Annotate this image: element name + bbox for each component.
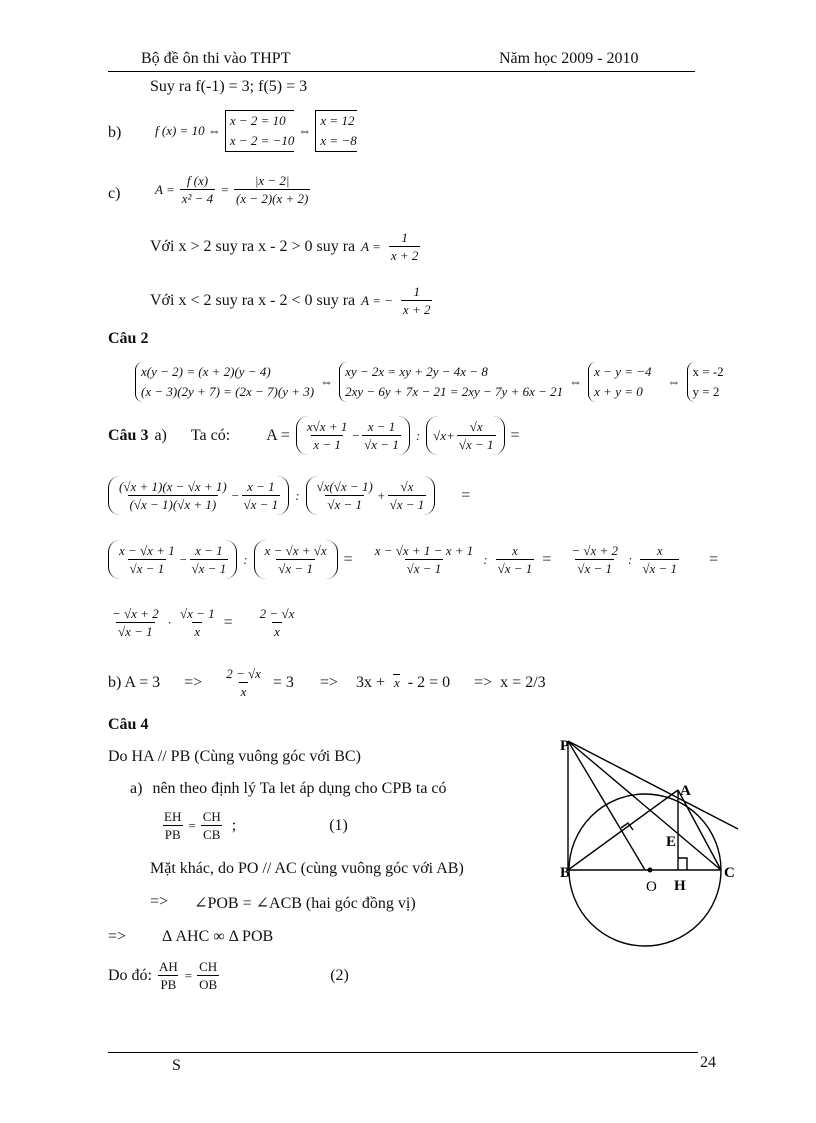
cau4-ratio2: Do đó: $\frac{AH}{PB}$ = $\frac{CH}{OB}$ (2) [108, 959, 349, 992]
cau1-case1: Với x > 2 suy ra x - 2 > 0 suy ra A = $\frac{1}{x + 2}$ [150, 230, 419, 263]
label-o: O [646, 879, 657, 895]
cau4-p1: Do HA // PB (Cùng vuông góc với BC) [108, 748, 361, 765]
label-p: P [560, 738, 570, 754]
cau2-title: Câu 2 [108, 330, 149, 347]
cau4-p3: => ∠POB = ∠ACB (hai góc đồng vị) [150, 893, 416, 912]
cau3-line1: Câu 3 a) Ta có: A = $\frac{x√x + 1}{x - 1}$ − $\frac{x - 1}{√x - 1}$ : √x + $\frac{√x}{√x - 1}$ = [108, 416, 520, 455]
b-bracket-1: x − 2 = 10 x − 2 = −10 [225, 110, 295, 152]
b-iff: ⇔ [298, 123, 312, 138]
cau4-title: Câu 4 [108, 716, 149, 733]
geometry-figure [550, 728, 750, 988]
system-4: x = -2 y = 2 [687, 362, 724, 402]
label-a: A [680, 783, 691, 799]
label-b: B [560, 865, 571, 881]
cau4-p4: => Δ AHC ∞ Δ POB [108, 928, 274, 945]
cau1-line1: Suy ra f(-1) = 3; f(5) = 3 [150, 78, 308, 95]
footer-left: S [172, 1057, 181, 1074]
system-3: x − y = −4 x + y = 0 [588, 362, 651, 402]
cau4-p2: Mặt khác, do PO // AC (cùng vuông góc với AB) [150, 860, 464, 877]
right-angle-h [678, 858, 687, 870]
segment-ba [568, 790, 678, 870]
footer-rule [108, 1052, 698, 1053]
label-e: E [666, 834, 677, 850]
b-lhs: f (x) = 10 ⇔ [155, 123, 221, 138]
cau1-b-equation [155, 110, 357, 152]
cau3-line4: $\frac{- √x + 2}{√x - 1}$ · $\frac{√x - 1}{x}$ = $\frac{2 - √x}{x}$ [112, 606, 295, 639]
label-c: C [724, 865, 735, 881]
cau1-b-label: b) [108, 124, 122, 141]
header-rule [108, 71, 695, 72]
cau3-part-b: b) A = 3 => $\frac{2 - √x}{x}$ = 3 => 3x + x - 2 = 0 => x = 2/3 [108, 666, 546, 699]
system-2: xy − 2x = xy + 2y − 4x − 8 2xy − 6y + 7x − 21 = 2xy − 7y + 6x − 21 [339, 362, 563, 402]
header-left: Bộ đề ôn thi vào THPT [141, 50, 291, 67]
cau1-c-label: c) [108, 185, 121, 202]
header-right: Năm học 2009 - 2010 [499, 50, 639, 67]
system-1: x(y − 2) = (x + 2)(y − 4) (x − 3)(2y + 7) = (2x − 7)(y + 3) [135, 362, 314, 402]
cau3-line2: $\frac{(√x + 1)(x - √x + 1)}{(√x - 1)(√x + 1)}$ − $\frac{x - 1}{√x - 1}$ : $\frac{√x(√x - 1)}{√x - 1}$ + $\frac{√x}{√x - 1}$ = [108, 476, 470, 515]
segment-pc [568, 741, 721, 870]
cau1-case2: Với x < 2 suy ra x - 2 < 0 suy ra A = − $\frac{1}{x + 2}$ [150, 284, 431, 317]
cau3-line3: $\frac{x - √x + 1}{√x - 1}$ − $\frac{x - 1}{√x - 1}$ : $\frac{x - √x + √x}{√x - 1}$ = $\frac{x - √x + 1 - x + 1}{√x - 1}$ : $\frac{x}{√x - 1}$ = $\frac{- √x + 2}{√x - 1}$ : $\frac{x}{√x - 1}$ = [108, 540, 718, 579]
point-o [648, 868, 653, 873]
cau4-ratio1: $\frac{EH}{PB}$ = $\frac{CH}{CB}$ ; (1) [164, 809, 348, 842]
page-number: 24 [700, 1054, 716, 1071]
cau4-a: a) nên theo định lý Ta let áp dụng cho CPB ta có [130, 780, 447, 797]
label-h: H [674, 878, 686, 894]
b-bracket-2: x = 12 x = −8 [315, 110, 356, 152]
cau2-system: x(y − 2) = (x + 2)(y − 4) (x − 3)(2y + 7) = (2x − 7)(y + 3) ⇔ xy − 2x = xy + 2y − 4x − 8 2xy − 6y + 7x − 21 = 2xy − 7y + 6x − 21 ⇔ x − y = −4 x + y = 0 ⇔ x = -2 y = 2 [135, 362, 724, 402]
cau1-c-equation: A = $\frac{f (x)}{\text{x² − 4}}$ = $\frac{|x - 2|}{(x - 2)(x + 2)}$ [155, 173, 309, 206]
